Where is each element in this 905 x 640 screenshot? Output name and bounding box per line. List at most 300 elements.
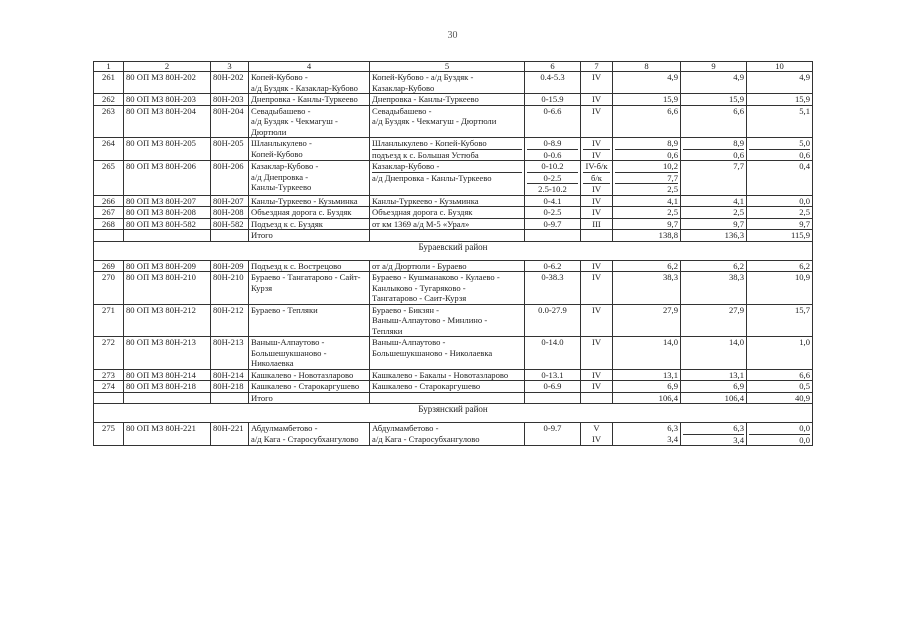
cell-line: 9,7 [667, 218, 678, 229]
col9-value [681, 423, 747, 446]
cell-line: 2,5 [667, 207, 678, 217]
category [581, 272, 613, 305]
road-id: 80 ОП МЗ 80Н-202 [124, 72, 211, 94]
road-code: 80Н-207 [211, 195, 249, 207]
table-row [94, 138, 813, 161]
road-id: 80 ОП МЗ 80Н-209 [124, 260, 211, 272]
category [581, 72, 613, 94]
col8-value [613, 423, 681, 446]
road-name [249, 304, 370, 337]
category [581, 94, 613, 106]
cell-line: 6,3 [683, 423, 744, 435]
page-number: 30 [447, 30, 458, 41]
table-row [94, 260, 813, 272]
col8-value [613, 272, 681, 305]
cell-line: 0-15.9 [541, 94, 564, 104]
row-number: 263 [94, 105, 124, 138]
cell-line: 27,9 [728, 304, 744, 315]
col10-value [747, 207, 813, 219]
empty-cell [370, 230, 525, 242]
cell-line: 15,9 [728, 94, 744, 104]
road-route [370, 207, 525, 219]
cell-line: 0-0.6 [543, 149, 562, 160]
road-id: 80 ОП МЗ 80Н-582 [124, 218, 211, 230]
cell-line: а/д Буздяк - Чекмагуш - [251, 116, 338, 126]
cell-line: 0,5 [799, 381, 810, 391]
km-range [525, 369, 581, 381]
cell-line: 0-10.2 [527, 161, 578, 173]
cell-line: III [592, 218, 601, 229]
empty-cell [581, 230, 613, 242]
road-route [370, 381, 525, 393]
roads-table [93, 61, 813, 446]
column-header: 5 [370, 62, 525, 72]
cell-line: 6,6 [733, 105, 744, 116]
road-id: 80 ОП МЗ 80Н-213 [124, 337, 211, 370]
row-number: 262 [94, 94, 124, 106]
cell-line: 0-6.2 [543, 260, 562, 271]
empty-cell [370, 392, 525, 404]
cell-line: 0-6.9 [543, 381, 562, 391]
category [581, 207, 613, 219]
cell-line: 2.5-10.2 [538, 184, 567, 194]
cell-line: 5,1 [799, 105, 810, 116]
cell-line: 9,7 [733, 218, 744, 229]
category [581, 337, 613, 370]
col10-value [747, 105, 813, 138]
cell-line: 14,0 [662, 337, 678, 347]
road-name [249, 161, 370, 196]
category [581, 423, 613, 446]
col10-value [747, 138, 813, 161]
cell-line: IV [591, 272, 602, 282]
column-header: 10 [747, 62, 813, 72]
km-range [525, 94, 581, 106]
km-range [525, 381, 581, 393]
cell-line: а/д Буздяк - Казаклар-Кубово [251, 82, 358, 93]
km-range [525, 260, 581, 272]
cell-line: 13,1 [662, 369, 678, 380]
category [581, 195, 613, 207]
row-number: 261 [94, 72, 124, 94]
road-route [370, 218, 525, 230]
col8-value [613, 337, 681, 370]
col10-value [747, 423, 813, 446]
km-range [525, 161, 581, 196]
column-header: 9 [681, 62, 747, 72]
road-name [249, 423, 370, 446]
col10-value [747, 195, 813, 207]
row-number: 272 [94, 337, 124, 370]
empty-cell [124, 392, 211, 404]
cell-line: Днепровка - Канлы-Туркеево [372, 94, 479, 104]
road-route [370, 195, 525, 207]
region-title: Бураевский район [94, 241, 813, 260]
cell-line: 7,7 [615, 173, 678, 185]
category [581, 105, 613, 138]
cell-line: 0,6 [667, 149, 678, 160]
col10-value [747, 272, 813, 305]
total-row [94, 230, 813, 242]
cell-line: 10,9 [794, 272, 810, 282]
cell-line: Казаклар-Кубово [372, 82, 435, 93]
cell-line: Бураево - Кушманаково - Кулаево - [372, 272, 500, 282]
cell-line: Севадыбашево - [251, 105, 311, 116]
km-range [525, 195, 581, 207]
road-route [370, 304, 525, 337]
cell-line: IV [591, 195, 602, 206]
cell-line: 0,0 [749, 423, 810, 435]
row-number: 271 [94, 304, 124, 337]
table-row [94, 423, 813, 446]
cell-line: 4,1 [667, 195, 678, 206]
cell-line: 38,3 [662, 272, 678, 282]
col8-value [613, 94, 681, 106]
table-row [94, 304, 813, 337]
road-route [370, 423, 525, 446]
empty-cell [525, 230, 581, 242]
col10-value [747, 260, 813, 272]
road-route [370, 260, 525, 272]
cell-line: 6,9 [667, 381, 678, 391]
total-col8: 138,8 [613, 230, 681, 242]
col8-value [613, 381, 681, 393]
road-name [249, 207, 370, 219]
region-row [94, 241, 813, 260]
cell-line: а/д Днепровка - Канлы-Туркеево [372, 172, 492, 183]
cell-line: 2,5 [733, 207, 744, 217]
cell-line: Днепровка - Канлы-Туркеево [251, 94, 358, 104]
region-row [94, 404, 813, 423]
empty-cell [211, 230, 249, 242]
road-code: 80Н-204 [211, 105, 249, 138]
table-row [94, 94, 813, 106]
cell-line: 2,5 [667, 184, 678, 194]
col9-value [681, 272, 747, 305]
cell-line: Большешукшаново - Николаевка [372, 347, 493, 358]
road-route [370, 337, 525, 370]
cell-line: 0,4 [799, 161, 810, 171]
km-range [525, 337, 581, 370]
cell-line: 6,2 [667, 260, 678, 271]
cell-line: 4,9 [667, 72, 678, 82]
col8-value [613, 105, 681, 138]
cell-line: Шланлыкулево - Копей-Кубово [372, 138, 522, 150]
cell-line: IV [591, 369, 602, 380]
road-id: 80 ОП МЗ 80Н-212 [124, 304, 211, 337]
total-label: Итого [249, 230, 370, 242]
col9-value [681, 260, 747, 272]
cell-line: 4,9 [733, 72, 744, 82]
cell-line: Казаклар-Кубово - [372, 161, 522, 173]
col8-value [613, 161, 681, 196]
col10-value [747, 381, 813, 393]
cell-line: Бураево - Тепляки [251, 304, 318, 315]
cell-line: IV [583, 138, 610, 150]
cell-line: 0-6.6 [543, 105, 562, 116]
cell-line: 4,9 [799, 72, 810, 82]
cell-line: IV [591, 105, 602, 116]
cell-line: Кашкалево - Старокаргушево [372, 381, 481, 391]
cell-line: Канлы-Туркеево [251, 182, 312, 192]
cell-line: 13,1 [728, 369, 744, 380]
cell-line: Абдулмамбетово - [372, 423, 439, 433]
cell-line: 6,6 [799, 369, 810, 380]
cell-line: 5,0 [749, 138, 810, 150]
cell-line: 8,9 [615, 138, 678, 150]
km-range [525, 207, 581, 219]
row-number: 269 [94, 260, 124, 272]
table-row [94, 195, 813, 207]
col9-value [681, 369, 747, 381]
total-col10: 40,9 [747, 392, 813, 404]
road-name [249, 105, 370, 138]
km-range [525, 423, 581, 446]
table-row [94, 369, 813, 381]
road-code: 80Н-221 [211, 423, 249, 446]
cell-line: Большешукшаново - [251, 347, 327, 358]
cell-line: IV-б/к [583, 161, 610, 173]
km-range [525, 304, 581, 337]
cell-line: 27,9 [662, 304, 678, 315]
cell-line: Канлы-Туркеево - Кузьминка [251, 195, 358, 206]
col8-value [613, 304, 681, 337]
road-id: 80 ОП МЗ 80Н-208 [124, 207, 211, 219]
column-header: 8 [613, 62, 681, 72]
road-route [370, 94, 525, 106]
col9-value [681, 337, 747, 370]
km-range [525, 72, 581, 94]
cell-line: IV [591, 337, 602, 347]
cell-line: 10,2 [615, 161, 678, 173]
cell-line: 0,6 [733, 149, 744, 160]
category [581, 260, 613, 272]
cell-line: Канлыково - Тугаряково - [372, 282, 466, 293]
cell-line: 0-9.7 [543, 423, 562, 433]
cell-line: Копей-Кубово - [251, 72, 308, 82]
road-name [249, 272, 370, 305]
category [581, 161, 613, 196]
road-route [370, 105, 525, 138]
road-name [249, 72, 370, 94]
cell-line: 0-9.7 [543, 218, 562, 229]
road-code: 80Н-210 [211, 272, 249, 305]
road-route [370, 272, 525, 305]
category [581, 381, 613, 393]
road-id: 80 ОП МЗ 80Н-221 [124, 423, 211, 446]
cell-line: 14,0 [728, 337, 744, 347]
cell-line: 0-4.1 [543, 195, 562, 206]
col8-value [613, 195, 681, 207]
cell-line: 0-38.3 [541, 272, 564, 282]
road-name [249, 218, 370, 230]
cell-line: 6,2 [733, 260, 744, 271]
cell-line: 3,4 [733, 434, 744, 445]
cell-line: 15,7 [794, 304, 810, 315]
row-number: 270 [94, 272, 124, 305]
cell-line: от а/д Дюртюли - Бураево [372, 260, 467, 271]
row-number: 264 [94, 138, 124, 161]
row-number: 274 [94, 381, 124, 393]
column-header-row [94, 62, 813, 72]
road-code: 80Н-582 [211, 218, 249, 230]
col10-value [747, 161, 813, 196]
cell-line: а/д Кага - Старосубхангулово [251, 433, 359, 444]
column-header: 1 [94, 62, 124, 72]
col9-value [681, 207, 747, 219]
category [581, 369, 613, 381]
total-label: Итого [249, 392, 370, 404]
col9-value [681, 161, 747, 196]
col8-value [613, 138, 681, 161]
road-code: 80Н-218 [211, 381, 249, 393]
cell-line: Николаевка [251, 358, 294, 368]
col9-value [681, 304, 747, 337]
cell-line: Объездная дорога с. Буздяк [372, 207, 473, 217]
col9-value [681, 195, 747, 207]
cell-line: подъезд к с. Большая Устюба [372, 149, 479, 160]
km-range [525, 272, 581, 305]
road-code: 80Н-203 [211, 94, 249, 106]
cell-line: Абдулмамбетово - [251, 423, 318, 433]
empty-cell [525, 392, 581, 404]
cell-line: Копей-Кубово [251, 148, 303, 159]
col9-value [681, 138, 747, 161]
row-number: 267 [94, 207, 124, 219]
table-row [94, 218, 813, 230]
table-row [94, 72, 813, 94]
col8-value [613, 218, 681, 230]
table-row [94, 381, 813, 393]
total-col8: 106,4 [613, 392, 681, 404]
road-id: 80 ОП МЗ 80Н-207 [124, 195, 211, 207]
cell-line: V [593, 423, 600, 433]
col9-value [681, 218, 747, 230]
cell-line: Подъезд к с. Буздяк [251, 218, 323, 229]
cell-line: 15,9 [794, 94, 810, 104]
road-id: 80 ОП МЗ 80Н-214 [124, 369, 211, 381]
col9-value [681, 105, 747, 138]
cell-line: 0-2.5 [543, 207, 562, 217]
col9-value [681, 72, 747, 94]
cell-line: 0.4-5.3 [540, 72, 565, 82]
cell-line: Ваныш-Алпаутово - [372, 337, 446, 347]
cell-line: 0.0-27.9 [538, 304, 567, 315]
cell-line: 1,0 [799, 337, 810, 347]
col10-value [747, 218, 813, 230]
road-route [370, 369, 525, 381]
cell-line: 6,2 [799, 260, 810, 271]
col10-value [747, 72, 813, 94]
row-number: 268 [94, 218, 124, 230]
cell-line: 15,9 [662, 94, 678, 104]
road-id: 80 ОП МЗ 80Н-203 [124, 94, 211, 106]
cell-line: IV [591, 94, 602, 104]
table-row [94, 272, 813, 305]
cell-line: 6,3 [667, 423, 678, 433]
road-code: 80Н-202 [211, 72, 249, 94]
column-header: 7 [581, 62, 613, 72]
cell-line: Тангатарово - Саит-Курзя [372, 293, 467, 303]
cell-line: Курзя [251, 282, 273, 293]
cell-line: Кашкалево - Новотазларово [251, 369, 354, 380]
road-id: 80 ОП МЗ 80Н-206 [124, 161, 211, 196]
col8-value [613, 369, 681, 381]
road-id: 80 ОП МЗ 80Н-210 [124, 272, 211, 305]
cell-line: IV [591, 207, 602, 217]
col10-value [747, 369, 813, 381]
cell-line: Копей-Кубово - а/д Буздяк - [372, 72, 474, 82]
cell-line: 8,9 [683, 138, 744, 150]
road-code: 80Н-205 [211, 138, 249, 161]
row-number: 275 [94, 423, 124, 446]
table-row [94, 161, 813, 196]
cell-line: 0,0 [799, 434, 810, 445]
total-row [94, 392, 813, 404]
col8-value [613, 72, 681, 94]
table-row [94, 207, 813, 219]
cell-line: IV [591, 260, 602, 271]
cell-line: от км 1369 а/д М-5 «Урал» [372, 218, 470, 229]
road-name [249, 138, 370, 161]
cell-line: 0-14.0 [541, 337, 564, 347]
road-code: 80Н-208 [211, 207, 249, 219]
col9-value [681, 94, 747, 106]
cell-line: IV [591, 149, 602, 160]
road-code: 80Н-209 [211, 260, 249, 272]
col10-value [747, 337, 813, 370]
column-header: 3 [211, 62, 249, 72]
cell-line: Казаклар-Кубово - [251, 161, 319, 171]
category [581, 218, 613, 230]
cell-line: Дюртюли [251, 126, 287, 137]
cell-line: а/д Буздяк - Чекмагуш - Дюртюли [372, 116, 497, 126]
empty-cell [94, 230, 124, 242]
km-range [525, 218, 581, 230]
road-name [249, 260, 370, 272]
cell-line: 0-8.9 [527, 138, 578, 150]
cell-line: Подъезд к с. Вострецово [251, 260, 342, 271]
table-row [94, 337, 813, 370]
road-id: 80 ОП МЗ 80Н-205 [124, 138, 211, 161]
col9-value [681, 381, 747, 393]
cell-line: 2,5 [799, 207, 810, 217]
cell-line: а/д Днепровка - [251, 171, 309, 182]
col8-value [613, 207, 681, 219]
table-row [94, 105, 813, 138]
cell-line: 0-13.1 [541, 369, 564, 380]
km-range [525, 105, 581, 138]
cell-line: Объездная дорога с. Буздяк [251, 207, 352, 217]
cell-line: 0,0 [799, 195, 810, 206]
cell-line: 0,6 [799, 149, 810, 160]
total-col9: 136,3 [681, 230, 747, 242]
road-code: 80Н-213 [211, 337, 249, 370]
cell-line: 38,3 [728, 272, 744, 282]
road-code: 80Н-206 [211, 161, 249, 196]
road-name [249, 381, 370, 393]
cell-line: Севадыбашево - [372, 105, 432, 116]
cell-line: 3,4 [667, 433, 678, 444]
road-name [249, 195, 370, 207]
road-route [370, 161, 525, 196]
row-number: 265 [94, 161, 124, 196]
cell-line: а/д Кага - Старосубхангулово [372, 433, 480, 444]
col10-value [747, 304, 813, 337]
cell-line: 9,7 [799, 218, 810, 229]
cell-line: Бураево - Бикзян - [372, 304, 439, 315]
cell-line: IV [591, 184, 602, 194]
